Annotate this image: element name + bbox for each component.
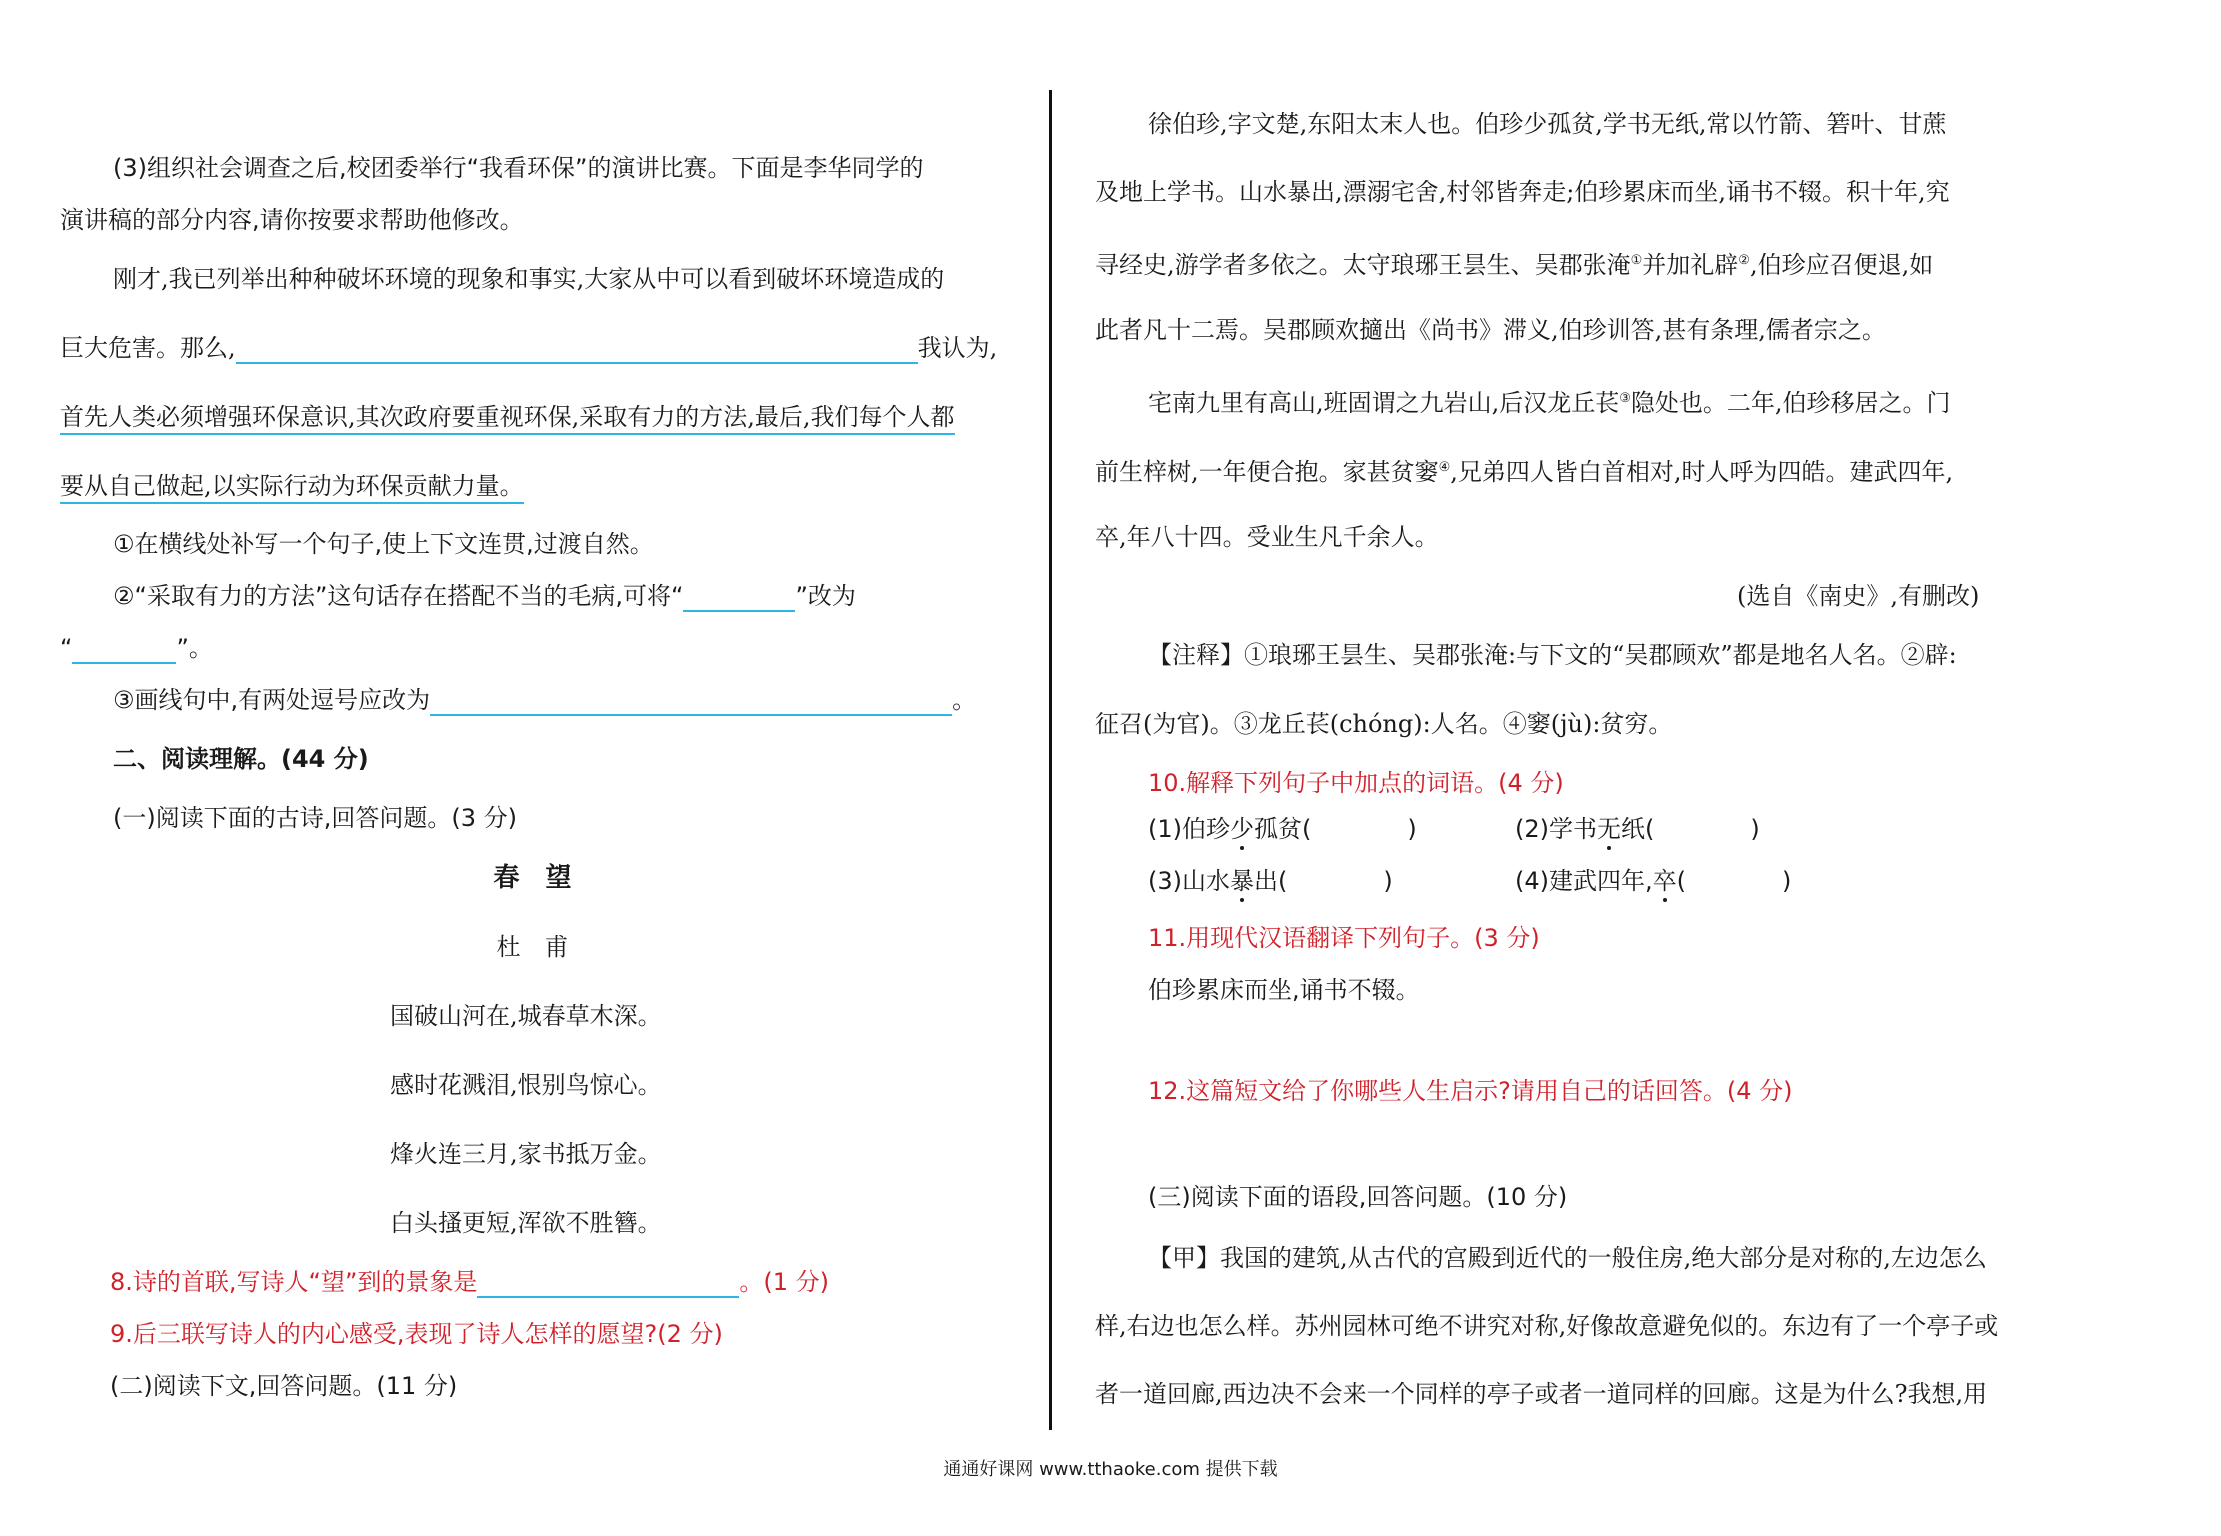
task-2 <box>113 580 856 612</box>
task-2-open-quote: “ <box>60 634 73 662</box>
corrected-word-blank[interactable] <box>72 636 176 664</box>
passage-line-5 <box>1148 383 1951 419</box>
question-10: 10.解释下列句子中加点的词语。(4 分) <box>1148 769 1564 797</box>
jia-line-2: 样,右边也怎么样。苏州园林可绝不讲究对称,好像故意避免似的。东边有了一个亭子或 <box>1095 1312 1999 1340</box>
task-2-cont <box>60 632 213 664</box>
passage-line-6-b: ,兄弟四人皆白首相对,时人呼为四皓。建武四年, <box>1450 458 1954 486</box>
poem-title: 春 望 <box>493 863 572 893</box>
note-mark-1: ① <box>1630 253 1643 268</box>
speech-line3 <box>60 401 955 433</box>
passage-line-5-a: 宅南九里有高山,班固谓之九岩山,后汉龙丘苌 <box>1148 389 1620 417</box>
speech-line2-end: 我认为, <box>917 334 998 362</box>
jia-line-3: 者一道回廊,西边决不会来一个同样的亭子或者一道同样的回廊。这是为什么?我想,用 <box>1095 1380 1988 1408</box>
note-mark-2: ② <box>1738 253 1750 268</box>
task-3 <box>113 684 976 716</box>
dotted-word-4: 卒 <box>1652 867 1677 895</box>
note-mark-3: ③ <box>1619 391 1631 406</box>
passage-line-4: 此者凡十二焉。吴郡顾欢擿出《尚书》滞义,伯珍训答,甚有条理,儒者宗之。 <box>1095 316 1886 344</box>
q10-item-4 <box>1515 865 1791 897</box>
passage-line-6 <box>1095 452 1953 488</box>
punctuation-blank[interactable] <box>430 688 952 716</box>
underlined-sentence-part1: 首先人类必须增强环保意识,其次政府要重视环保,采取有力的方法,最后,我们每个人都 <box>60 403 955 435</box>
passage-line-3-c: ,伯珍应召便退,如 <box>1749 251 1934 279</box>
passage-line-1: 徐伯珍,字文楚,东阳太末人也。伯珍少孤贫,学书无纸,常以竹箭、箬叶、甘蔗 <box>1148 110 1947 138</box>
jia-line-1: 【甲】我国的建筑,从古代的宫殿到近代的一般住房,绝大部分是对称的,左边怎么 <box>1148 1244 1987 1272</box>
q10-item-1-answer[interactable]: 孤贫( ) <box>1254 815 1417 843</box>
footer-credit: 通通好课网 www.tthaoke.com 提供下载 <box>943 1459 1278 1480</box>
part-2-heading: (二)阅读下文,回答问题。(11 分) <box>110 1372 458 1400</box>
passage-line-6-a: 前生梓树,一年便合抱。家甚贫窭 <box>1095 458 1439 486</box>
transition-sentence-blank[interactable] <box>236 336 918 364</box>
poem-author: 杜 甫 <box>496 933 569 961</box>
passage-line-3-a: 寻经史,游学者多依之。太守琅琊王昙生、吴郡张淹 <box>1095 251 1631 279</box>
poem-line-2: 感时花溅泪,恨别鸟惊心。 <box>390 1071 662 1099</box>
wrong-word-blank[interactable] <box>683 584 795 612</box>
passage-line-7: 卒,年八十四。受业生凡千余人。 <box>1095 523 1439 551</box>
question-8 <box>110 1266 829 1298</box>
task-2-close-quote: ”。 <box>176 634 213 662</box>
q10-item-4-answer[interactable]: ( ) <box>1676 867 1792 895</box>
q10-item-3-pre: (3)山水 <box>1148 867 1230 895</box>
q10-item-2 <box>1515 813 1760 845</box>
q10-item-2-pre: (2)学书 <box>1515 815 1597 843</box>
speech-line1: 刚才,我已列举出种种破坏环境的现象和事实,大家从中可以看到破坏环境造成的 <box>113 265 945 293</box>
q10-item-1 <box>1148 813 1417 845</box>
part-1-heading: (一)阅读下面的古诗,回答问题。(3 分) <box>113 804 517 832</box>
note-mark-4: ④ <box>1438 460 1451 475</box>
column-divider <box>1049 90 1052 1430</box>
speech-line2-start: 巨大危害。那么, <box>60 334 236 362</box>
q11-sentence: 伯珍累床而坐,诵书不辍。 <box>1148 976 1420 1004</box>
part-3-heading: (三)阅读下面的语段,回答问题。(10 分) <box>1148 1183 1568 1211</box>
poem-line-3: 烽火连三月,家书抵万金。 <box>390 1140 662 1168</box>
task-2-change: ”改为 <box>795 582 856 610</box>
q10-item-1-pre: (1)伯珍 <box>1148 815 1230 843</box>
q10-item-2-answer[interactable]: 纸( ) <box>1621 815 1760 843</box>
task-3-text: ③画线句中,有两处逗号应改为 <box>113 686 431 714</box>
passage-line-5-b: 隐处也。二年,伯珍移居之。门 <box>1630 389 1951 417</box>
q10-item-3-answer[interactable]: 出( ) <box>1254 867 1393 895</box>
passage-source: (选自《南史》,有删改) <box>1737 582 1980 610</box>
section-2-heading: 二、阅读理解。(44 分) <box>113 745 369 773</box>
poem-line-4: 白头搔更短,浑欲不胜簪。 <box>390 1209 662 1237</box>
passage-line-3 <box>1095 245 1933 281</box>
q3-intro-line1: (3)组织社会调查之后,校团委举行“我看环保”的演讲比赛。下面是李华同学的 <box>113 154 924 182</box>
annotation-line-1: 【注释】①琅琊王昙生、吴郡张淹:与下文的“吴郡顾欢”都是地名人名。②辟: <box>1148 641 1957 669</box>
passage-line-3-b: 并加礼辟 <box>1642 251 1739 279</box>
question-9: 9.后三联写诗人的内心感受,表现了诗人怎样的愿望?(2 分) <box>110 1320 723 1348</box>
task-3-end: 。 <box>952 686 977 714</box>
question-8-score: 。(1 分) <box>739 1268 830 1296</box>
speech-line4 <box>60 470 524 502</box>
question-12: 12.这篇短文给了你哪些人生启示?请用自己的话回答。(4 分) <box>1148 1077 1793 1105</box>
dotted-word-1: 少 <box>1230 815 1254 843</box>
q10-item-3 <box>1148 865 1393 897</box>
task-1: ①在横线处补写一个句子,使上下文连贯,过渡自然。 <box>113 530 654 558</box>
poem-line-1: 国破山河在,城春草木深。 <box>390 1002 662 1030</box>
question-8-text: 8.诗的首联,写诗人“望”到的景象是 <box>110 1268 478 1296</box>
underlined-sentence-part2: 要从自己做起,以实际行动为环保贡献力量。 <box>60 472 524 504</box>
task-2-text: ②“采取有力的方法”这句话存在搭配不当的毛病,可将“ <box>113 582 684 610</box>
question-11: 11.用现代汉语翻译下列句子。(3 分) <box>1148 924 1540 952</box>
dotted-word-2: 无 <box>1597 815 1621 843</box>
passage-line-2: 及地上学书。山水暴出,漂溺宅舍,村邻皆奔走;伯珍累床而坐,诵书不辍。积十年,究 <box>1095 178 1950 206</box>
speech-line2 <box>60 332 997 364</box>
annotation-line-2: 征召(为官)。③龙丘苌(chóng):人名。④窭(jù):贫穷。 <box>1095 710 1673 738</box>
q10-item-4-pre: (4)建武四年, <box>1515 867 1653 895</box>
q3-intro-line2: 演讲稿的部分内容,请你按要求帮助他修改。 <box>60 206 524 234</box>
question-8-blank[interactable] <box>477 1270 739 1298</box>
dotted-word-3: 暴 <box>1230 867 1254 895</box>
